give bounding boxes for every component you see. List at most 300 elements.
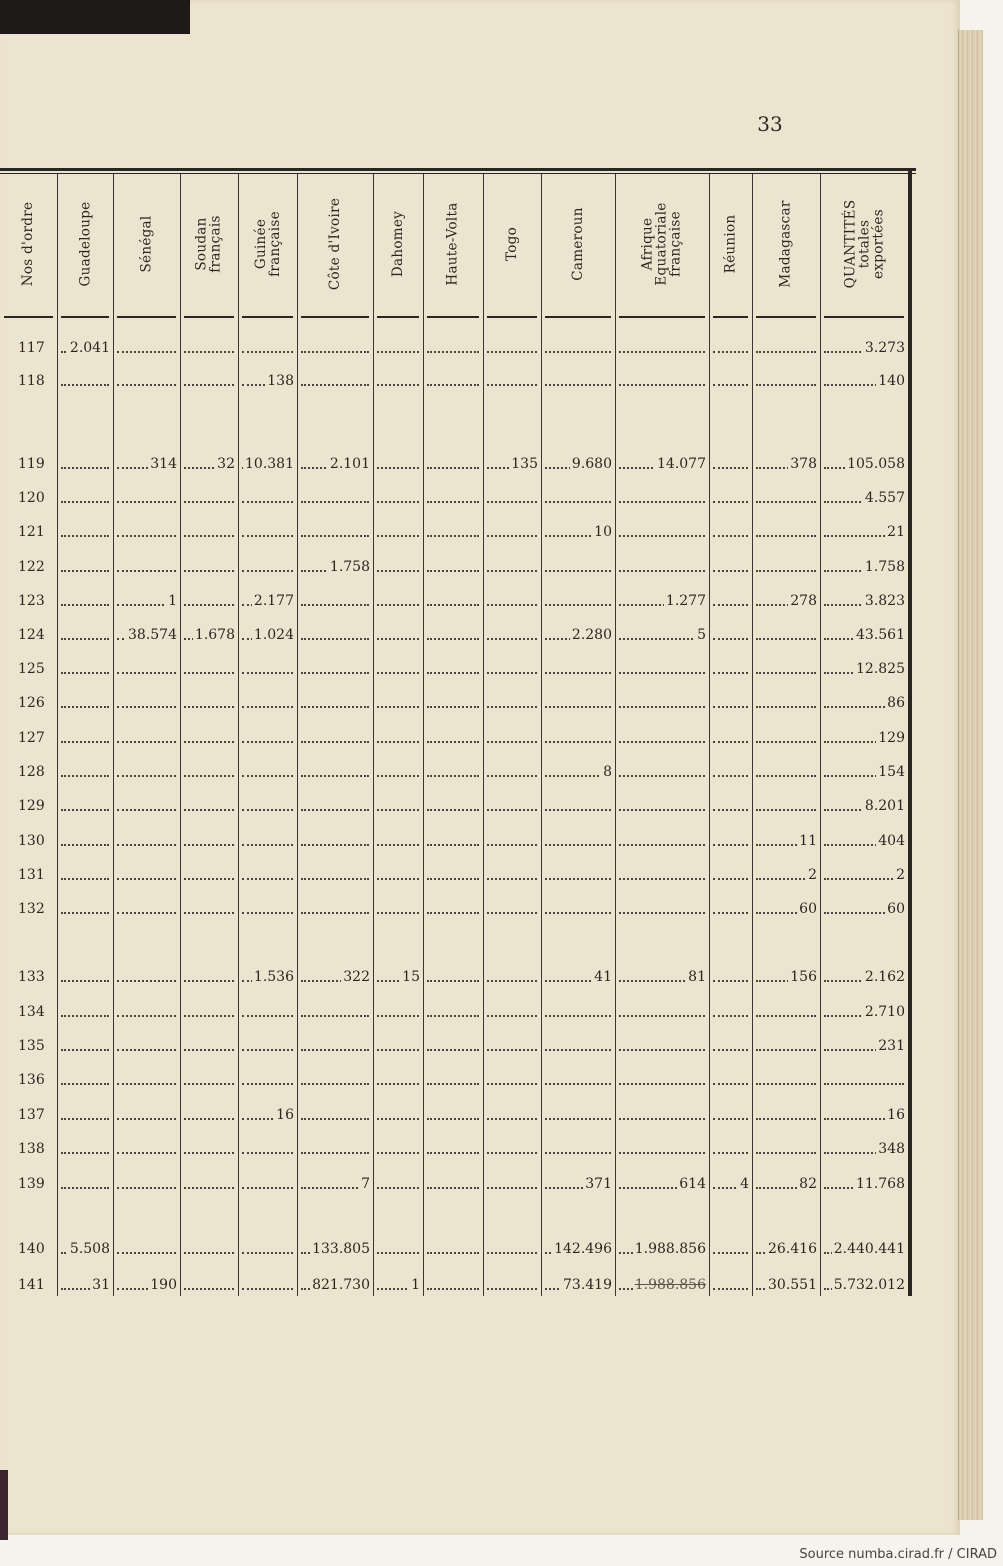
table-cell — [541, 760, 615, 784]
cell-value: 190 — [150, 1277, 177, 1293]
table-cell — [373, 829, 423, 853]
table-cell — [57, 1237, 113, 1261]
table-cell — [709, 369, 752, 393]
table-cell — [297, 1034, 373, 1058]
table-cell — [373, 520, 423, 544]
order-number-cell: 122 — [18, 559, 45, 575]
table-cell — [180, 897, 238, 921]
cell-value: 129 — [878, 730, 905, 746]
order-number-cell: 125 — [18, 661, 45, 677]
table-cell — [820, 691, 908, 715]
table-row — [0, 965, 908, 989]
table-cell — [180, 555, 238, 579]
table-cell — [709, 657, 752, 681]
table-cell — [820, 965, 908, 989]
table-cell — [238, 452, 297, 476]
table-cell — [541, 1000, 615, 1024]
table-cell — [373, 1137, 423, 1161]
table-cell — [483, 726, 541, 750]
table-cell — [57, 1172, 113, 1196]
table-cell — [113, 486, 180, 510]
order-number-cell: 134 — [18, 1004, 45, 1020]
table-cell — [180, 623, 238, 647]
cell-value: 60 — [799, 901, 817, 917]
order-number-cell: 136 — [18, 1072, 45, 1088]
cell-value: 105.058 — [847, 456, 905, 472]
table-cell — [752, 336, 820, 360]
table-cell — [113, 794, 180, 818]
table-cell — [238, 1034, 297, 1058]
table-cell — [373, 555, 423, 579]
cell-value: 5.508 — [69, 1241, 110, 1257]
export-table — [0, 168, 916, 1296]
table-cell — [297, 657, 373, 681]
table-cell — [113, 623, 180, 647]
header-rule — [301, 316, 369, 318]
table-cell — [57, 452, 113, 476]
table-cell — [541, 863, 615, 887]
table-cell — [57, 1000, 113, 1024]
cell-value: 32 — [217, 456, 235, 472]
cell-value: 140 — [878, 373, 905, 389]
table-cell — [541, 555, 615, 579]
table-cell — [180, 726, 238, 750]
table-cell — [483, 1103, 541, 1127]
table-cell — [709, 863, 752, 887]
table-cell — [373, 794, 423, 818]
table-cell — [752, 486, 820, 510]
cell-value: 5 — [697, 627, 706, 643]
table-cell — [820, 1237, 908, 1261]
table-cell — [820, 1068, 908, 1092]
table-cell — [57, 965, 113, 989]
table-cell — [752, 794, 820, 818]
header-rule — [242, 316, 293, 318]
table-cell — [709, 794, 752, 818]
table-cell — [820, 760, 908, 784]
cell-value: 2.710 — [864, 1004, 905, 1020]
table-cell — [709, 336, 752, 360]
table-cell — [820, 657, 908, 681]
table-cell — [57, 691, 113, 715]
cell-value: 7 — [361, 1176, 370, 1192]
table-cell — [615, 623, 709, 647]
cell-value: 314 — [150, 456, 177, 472]
table-cell — [423, 623, 483, 647]
cell-value: 2.280 — [571, 627, 612, 643]
table-cell — [297, 1068, 373, 1092]
cell-value: 142.496 — [554, 1241, 612, 1257]
cell-value: 156 — [790, 969, 817, 985]
table-cell — [180, 691, 238, 715]
table-cell — [113, 1137, 180, 1161]
cell-value: 82 — [799, 1176, 817, 1192]
table-cell — [180, 452, 238, 476]
table-cell — [541, 369, 615, 393]
table-cell — [709, 452, 752, 476]
table-cell — [238, 486, 297, 510]
cell-value: 11 — [799, 833, 817, 849]
table-cell — [423, 691, 483, 715]
cell-value: 8 — [603, 764, 612, 780]
table-cell — [709, 1273, 752, 1297]
table-cell — [423, 369, 483, 393]
table-cell — [752, 520, 820, 544]
cell-value: 86 — [887, 695, 905, 711]
table-cell — [297, 486, 373, 510]
table-cell — [423, 1273, 483, 1297]
table-cell — [113, 555, 180, 579]
cell-value: 9.680 — [571, 456, 612, 472]
table-cell — [297, 1000, 373, 1024]
table-cell — [297, 691, 373, 715]
table-row — [0, 1034, 908, 1058]
header-guinee-francaise — [238, 174, 297, 314]
cell-value: 38.574 — [128, 627, 177, 643]
table-cell — [752, 1068, 820, 1092]
table-cell — [238, 336, 297, 360]
cell-value: 1.758 — [329, 559, 370, 575]
table-cell — [709, 623, 752, 647]
table-cell — [615, 691, 709, 715]
table-row — [0, 555, 908, 579]
table-cell — [541, 1137, 615, 1161]
table-cell — [180, 520, 238, 544]
cell-value: 2 — [896, 867, 905, 883]
cell-value: 21 — [887, 524, 905, 540]
order-number-cell: 138 — [18, 1141, 45, 1157]
order-number-cell: 133 — [18, 969, 45, 985]
table-cell — [820, 1000, 908, 1024]
table-cell — [541, 1034, 615, 1058]
table-cell — [541, 486, 615, 510]
header-senegal — [113, 174, 180, 314]
table-cell — [297, 520, 373, 544]
order-number-cell: 128 — [18, 764, 45, 780]
table-cell — [297, 589, 373, 613]
table-cell — [483, 897, 541, 921]
order-number-cell: 131 — [18, 867, 45, 883]
header-rule — [61, 316, 109, 318]
table-cell — [238, 1172, 297, 1196]
table-cell — [113, 657, 180, 681]
table-cell — [615, 1237, 709, 1261]
table-cell — [113, 897, 180, 921]
table-cell — [615, 336, 709, 360]
table-cell — [57, 829, 113, 853]
table-cell — [615, 1137, 709, 1161]
table-cell — [238, 623, 297, 647]
cell-value: 10.381 — [245, 456, 294, 472]
order-number-cell: 124 — [18, 627, 45, 643]
table-cell — [615, 794, 709, 818]
table-cell — [180, 965, 238, 989]
table-cell — [423, 452, 483, 476]
table-cell — [820, 1103, 908, 1127]
table-cell — [373, 1034, 423, 1058]
table-cell — [373, 369, 423, 393]
table-row — [0, 1137, 908, 1161]
header-dahomey — [373, 174, 423, 314]
table-cell — [373, 589, 423, 613]
table-row — [0, 897, 908, 921]
table-row — [0, 623, 908, 647]
table-cell — [373, 452, 423, 476]
table-row — [0, 657, 908, 681]
table-cell — [373, 760, 423, 784]
table-cell — [709, 691, 752, 715]
table-cell — [238, 897, 297, 921]
table-cell — [297, 760, 373, 784]
table-cell — [615, 520, 709, 544]
cell-value: 81 — [688, 969, 706, 985]
table-cell — [113, 589, 180, 613]
cell-value: 1.277 — [665, 593, 706, 609]
table-cell — [238, 1068, 297, 1092]
table-cell — [423, 657, 483, 681]
header-label: Sénégal — [138, 215, 155, 273]
table-cell — [541, 1103, 615, 1127]
table-cell — [238, 760, 297, 784]
table-row — [0, 863, 908, 887]
table-top-rule — [0, 168, 916, 171]
book-cover-corner — [0, 0, 190, 34]
table-cell — [615, 1034, 709, 1058]
header-rule — [713, 316, 748, 318]
table-cell — [709, 1000, 752, 1024]
table-cell — [180, 1237, 238, 1261]
cell-value: 4 — [740, 1176, 749, 1192]
order-number-cell: 141 — [18, 1277, 45, 1293]
cell-value: 31 — [92, 1277, 110, 1293]
cell-value: 73.419 — [563, 1277, 612, 1293]
table-right-rule — [908, 168, 912, 1296]
order-number-cell: 118 — [18, 373, 45, 389]
cell-value: 5.732.012 — [833, 1277, 905, 1293]
header-reunion — [709, 174, 752, 314]
table-cell — [541, 691, 615, 715]
table-cell — [483, 1000, 541, 1024]
table-cell — [483, 1137, 541, 1161]
table-cell — [180, 760, 238, 784]
table-cell — [57, 760, 113, 784]
table-cell — [238, 657, 297, 681]
table-cell — [238, 794, 297, 818]
table-cell — [752, 1103, 820, 1127]
table-cell — [709, 829, 752, 853]
cell-value: 2.162 — [864, 969, 905, 985]
cell-value: 30.551 — [768, 1277, 817, 1293]
table-cell — [423, 897, 483, 921]
table-cell — [483, 794, 541, 818]
table-cell — [238, 1237, 297, 1261]
table-cell — [820, 589, 908, 613]
table-row — [0, 520, 908, 544]
table-cell — [541, 1237, 615, 1261]
table-cell — [373, 1103, 423, 1127]
table-cell — [483, 623, 541, 647]
table-cell — [483, 486, 541, 510]
table-cell — [541, 657, 615, 681]
table-cell — [238, 1103, 297, 1127]
table-cell — [238, 965, 297, 989]
table-cell — [297, 726, 373, 750]
header-label: Dahomey — [390, 210, 406, 278]
cell-value: 404 — [878, 833, 905, 849]
table-cell — [709, 897, 752, 921]
table-cell — [483, 965, 541, 989]
table-cell — [541, 897, 615, 921]
table-row — [0, 486, 908, 510]
cell-value: 12.825 — [856, 661, 905, 677]
table-cell — [113, 965, 180, 989]
table-cell — [752, 691, 820, 715]
table-cell — [423, 965, 483, 989]
cell-value: 15 — [402, 969, 420, 985]
table-cell — [541, 1172, 615, 1196]
table-cell — [423, 555, 483, 579]
table-cell — [483, 520, 541, 544]
table-cell — [297, 452, 373, 476]
table-cell — [752, 657, 820, 681]
header-cameroun — [541, 174, 615, 314]
table-cell — [373, 965, 423, 989]
table-cell — [615, 1103, 709, 1127]
table-row — [0, 1237, 908, 1261]
book-spine — [0, 1470, 8, 1540]
cell-value: 1 — [168, 593, 177, 609]
table-cell — [57, 1034, 113, 1058]
table-cell — [113, 1000, 180, 1024]
table-cell — [752, 589, 820, 613]
table-cell — [57, 794, 113, 818]
table-cell — [752, 1034, 820, 1058]
cell-value: 60 — [887, 901, 905, 917]
table-cell — [373, 623, 423, 647]
table-cell — [113, 520, 180, 544]
table-cell — [615, 452, 709, 476]
table-cell — [423, 520, 483, 544]
table-cell — [483, 829, 541, 853]
cell-value: 1.988.856 — [634, 1277, 706, 1293]
table-cell — [373, 897, 423, 921]
table-cell — [615, 1273, 709, 1297]
table-cell — [373, 863, 423, 887]
table-cell — [297, 555, 373, 579]
cell-value: 138 — [267, 373, 294, 389]
header-soudan-francais — [180, 174, 238, 314]
table-cell — [113, 369, 180, 393]
table-cell — [113, 863, 180, 887]
cell-value: 2.440.441 — [833, 1241, 905, 1257]
table-cell — [238, 691, 297, 715]
table-cell — [483, 452, 541, 476]
table-cell — [752, 555, 820, 579]
table-cell — [238, 369, 297, 393]
table-cell — [483, 369, 541, 393]
table-cell — [709, 1103, 752, 1127]
table-cell — [180, 863, 238, 887]
table-row — [0, 1172, 908, 1196]
order-number-cell: 121 — [18, 524, 45, 540]
table-cell — [180, 1137, 238, 1161]
table-row — [0, 794, 908, 818]
table-cell — [709, 726, 752, 750]
table-cell — [113, 1273, 180, 1297]
table-cell — [423, 1103, 483, 1127]
table-cell — [709, 1172, 752, 1196]
header-nos-ordre — [0, 174, 57, 314]
table-cell — [180, 336, 238, 360]
table-cell — [180, 1273, 238, 1297]
table-cell — [752, 1237, 820, 1261]
table-cell — [57, 520, 113, 544]
table-cell — [297, 336, 373, 360]
cell-value: 16 — [887, 1107, 905, 1123]
table-cell — [615, 965, 709, 989]
table-cell — [297, 794, 373, 818]
table-cell — [113, 1237, 180, 1261]
table-cell — [820, 336, 908, 360]
table-cell — [423, 1000, 483, 1024]
table-cell — [180, 1103, 238, 1127]
table-cell — [57, 623, 113, 647]
table-cell — [752, 1172, 820, 1196]
table-cell — [238, 726, 297, 750]
header-rule — [619, 316, 705, 318]
cell-value: 348 — [878, 1141, 905, 1157]
table-cell — [238, 1137, 297, 1161]
table-cell — [373, 1000, 423, 1024]
table-cell — [297, 1103, 373, 1127]
order-number-cell: 126 — [18, 695, 45, 711]
table-cell — [423, 1137, 483, 1161]
table-cell — [483, 1273, 541, 1297]
order-number-cell: 127 — [18, 730, 45, 746]
table-cell — [541, 1068, 615, 1092]
table-row — [0, 726, 908, 750]
table-cell — [709, 555, 752, 579]
table-cell — [297, 1137, 373, 1161]
header-label: Réunion — [722, 214, 739, 274]
table-cell — [180, 1000, 238, 1024]
table-cell — [238, 555, 297, 579]
table-cell — [752, 897, 820, 921]
table-cell — [373, 691, 423, 715]
table-cell — [541, 794, 615, 818]
table-cell — [820, 794, 908, 818]
header-rule — [487, 316, 537, 318]
order-number-cell: 119 — [18, 456, 45, 472]
table-cell — [483, 691, 541, 715]
header-haute-volta — [423, 174, 483, 314]
table-cell — [423, 1068, 483, 1092]
table-row — [0, 1000, 908, 1024]
header-rule — [117, 316, 176, 318]
table-cell — [752, 726, 820, 750]
table-cell — [820, 863, 908, 887]
table-cell — [820, 1137, 908, 1161]
order-number-cell: 132 — [18, 901, 45, 917]
cell-value: 14.077 — [657, 456, 706, 472]
table-cell — [180, 1034, 238, 1058]
header-madagascar — [752, 174, 820, 314]
header-rule — [184, 316, 234, 318]
order-number-cell: 130 — [18, 833, 45, 849]
cell-value: 10 — [594, 524, 612, 540]
header-rule — [377, 316, 419, 318]
table-cell — [820, 1172, 908, 1196]
